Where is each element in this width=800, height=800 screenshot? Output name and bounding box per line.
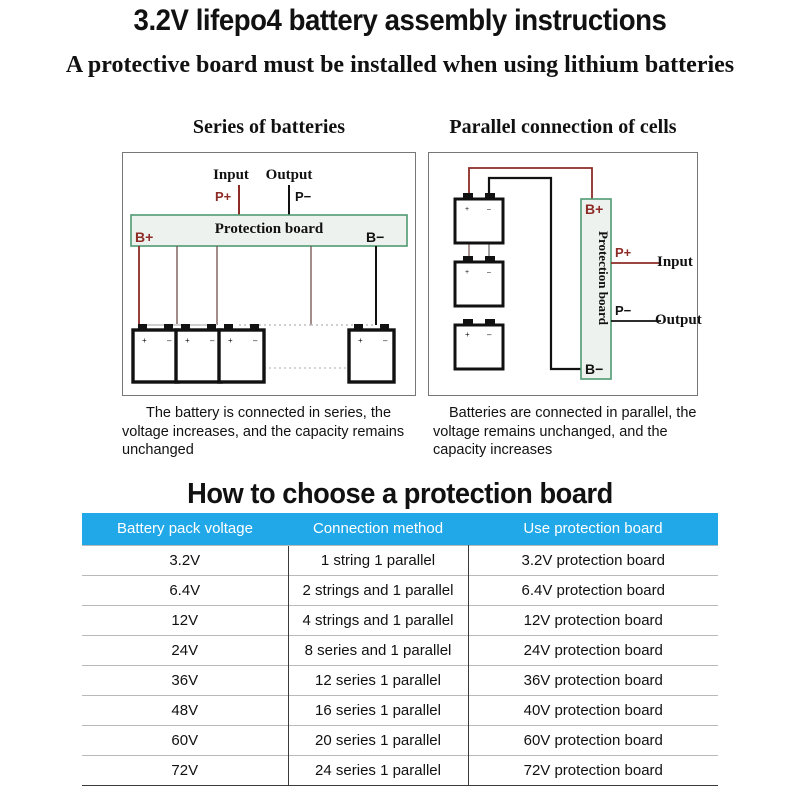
cell-connection: 4 strings and 1 parallel xyxy=(288,606,468,636)
series-label-p-minus: P− xyxy=(295,189,312,204)
cell-board: 36V protection board xyxy=(468,666,718,696)
svg-text:+: + xyxy=(142,336,147,345)
section-title: How to choose a protection board xyxy=(187,478,613,510)
parallel-label-p-plus: P+ xyxy=(615,245,632,260)
page-title: 3.2V lifepo4 battery assembly instructions xyxy=(133,4,667,37)
cell-connection: 24 series 1 parallel xyxy=(288,756,468,786)
table-row xyxy=(82,756,718,786)
cell-connection: 1 string 1 parallel xyxy=(288,546,468,576)
cell-voltage: 6.4V xyxy=(82,576,288,606)
parallel-label-b-plus: B+ xyxy=(585,201,604,217)
cell-connection: 2 strings and 1 parallel xyxy=(288,576,468,606)
table-body xyxy=(82,546,718,786)
cell-board: 12V protection board xyxy=(468,606,718,636)
cell-voltage: 12V xyxy=(82,606,288,636)
cell-board: 72V protection board xyxy=(468,756,718,786)
page-subtitle: A protective board must be installed when using lithium batteries xyxy=(65,52,735,78)
svg-text:+: + xyxy=(358,336,363,345)
svg-text:–: – xyxy=(253,336,258,345)
cell-connection: 16 series 1 parallel xyxy=(288,696,468,726)
table-row xyxy=(82,576,718,606)
series-cell-2 xyxy=(176,324,221,382)
cell-board: 24V protection board xyxy=(468,636,718,666)
cell-voltage: 72V xyxy=(82,756,288,786)
cell-voltage: 36V xyxy=(82,666,288,696)
cell-voltage: 24V xyxy=(82,636,288,666)
series-label-board: Protection board xyxy=(214,221,324,237)
series-label-b-minus: B− xyxy=(366,229,385,245)
cell-connection: 8 series and 1 parallel xyxy=(288,636,468,666)
parallel-label-b-minus: B− xyxy=(585,361,604,377)
cell-voltage: 48V xyxy=(82,696,288,726)
parallel-cell-2 xyxy=(455,256,503,306)
table-row xyxy=(82,606,718,636)
parallel-label-output: Output xyxy=(655,312,702,328)
svg-text:+: + xyxy=(465,330,470,339)
caption-series: The battery is connected in series, the voltage increases, and the capacity remains unchanged xyxy=(122,405,405,458)
table-row xyxy=(82,726,718,756)
diagram-parallel xyxy=(428,152,702,396)
cell-board: 6.4V protection board xyxy=(468,576,718,606)
svg-text:+: + xyxy=(185,336,190,345)
series-cell-n xyxy=(349,324,394,382)
svg-text:+: + xyxy=(465,269,470,276)
svg-text:–: – xyxy=(167,336,172,345)
svg-text:–: – xyxy=(487,206,491,213)
parallel-label-board: Protection board xyxy=(596,231,611,325)
svg-text:–: – xyxy=(487,269,491,276)
table-header-cell: Use protection board xyxy=(468,513,718,546)
table-row xyxy=(82,666,718,696)
caption-parallel: Batteries are connected in parallel, the voltage remains unchanged, and the capacity increases xyxy=(433,405,697,458)
cell-connection: 20 series 1 parallel xyxy=(288,726,468,756)
diagram-heading-series: Series of batteries xyxy=(192,116,346,138)
cell-board: 60V protection board xyxy=(468,726,718,756)
series-diagram-svg xyxy=(123,153,415,395)
table-head xyxy=(82,513,718,546)
cell-board: 3.2V protection board xyxy=(468,546,718,576)
parallel-cell-3 xyxy=(455,319,503,369)
table-row xyxy=(82,546,718,576)
series-label-p-plus: P+ xyxy=(215,189,232,204)
table-header-row xyxy=(82,513,718,546)
table-row xyxy=(82,636,718,666)
protection-board-table-wrap xyxy=(82,513,718,786)
svg-text:–: – xyxy=(210,336,215,345)
cell-connection: 12 series 1 parallel xyxy=(288,666,468,696)
series-cell-3 xyxy=(219,324,264,382)
series-cell-1 xyxy=(133,324,178,382)
table-header-cell: Battery pack voltage xyxy=(82,513,288,546)
svg-text:–: – xyxy=(383,336,388,345)
cell-board: 40V protection board xyxy=(468,696,718,726)
cell-voltage: 3.2V xyxy=(82,546,288,576)
parallel-label-input: Input xyxy=(657,254,693,270)
table-row xyxy=(82,696,718,726)
svg-text:–: – xyxy=(487,330,492,339)
series-label-output: Output xyxy=(265,167,313,183)
parallel-cell-1 xyxy=(455,193,503,243)
parallel-diagram-svg xyxy=(429,153,697,395)
diagram-heading-parallel: Parallel connection of cells xyxy=(449,116,677,138)
protection-board-table xyxy=(82,513,718,786)
table-header-cell: Connection method xyxy=(288,513,468,546)
series-label-input: Input xyxy=(213,167,249,183)
cell-voltage: 60V xyxy=(82,726,288,756)
series-label-b-plus: B+ xyxy=(135,229,154,245)
diagram-series xyxy=(122,152,416,396)
parallel-label-p-minus: P− xyxy=(615,303,632,318)
svg-text:+: + xyxy=(465,206,470,213)
svg-text:+: + xyxy=(228,336,233,345)
